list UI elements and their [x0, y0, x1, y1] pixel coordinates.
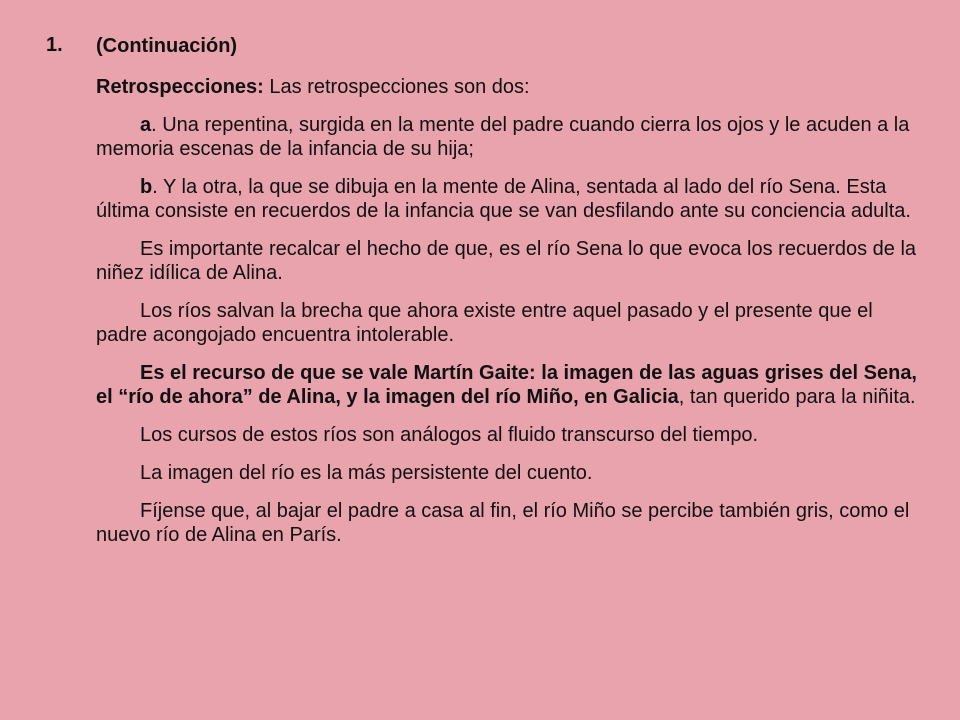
slide-body: [96, 34, 926, 561]
cursos-paragraph: Los cursos de estos ríos son análogos al fluido transcurso del tiempo.: [140, 424, 759, 446]
recurso-paragraph: [96, 361, 926, 409]
rios-paragraph: Los ríos salvan la brecha que ahora existe entre aquel pasado y el presente que el padre acongojado encuentra intolerable.: [96, 300, 873, 346]
retrospecciones-paragraph: [96, 75, 926, 99]
recurso-bold-text: Es el recurso de que se vale Martín Gaite: la imagen de las aguas grises del Sena, el “río de ahora” de Alina, y la imagen del río Miño, en Galicia: [96, 362, 917, 408]
retrospecciones-text: Las retrospecciones son dos:: [263, 76, 530, 98]
point-a-label: a: [140, 114, 152, 136]
importante-paragraph: Es importante recalcar el hecho de que, es el río Sena lo que evoca los recuerdos de la niñez idílica de Alina.: [96, 238, 917, 284]
point-b-label: b: [140, 176, 153, 198]
point-b-text: . Y la otra, la que se dibuja en la mente de Alina, sentada al lado del río Sena. Esta última consiste en recuerdos de la infancia que se van desfilando ante su conciencia adulta.: [96, 176, 911, 222]
fijense-paragraph: Fíjense que, al bajar el padre a casa al fin, el río Miño se percibe también gris, como el nuevo río de Alina en París.: [96, 500, 910, 546]
recurso-tail-text: , tan querido para la niñita.: [678, 386, 916, 408]
point-b-paragraph: [96, 175, 926, 223]
retrospecciones-label: Retrospecciones:: [96, 76, 264, 98]
imagen-paragraph: La imagen del río es la más persistente del cuento.: [140, 462, 593, 484]
list-number: 1.: [46, 34, 63, 56]
slide-heading: (Continuación): [96, 35, 238, 57]
point-a-paragraph: [96, 113, 926, 161]
point-a-text: . Una repentina, surgida en la mente del padre cuando cierra los ojos y le acuden a la memoria escenas de la infancia de su hija;: [96, 114, 910, 160]
